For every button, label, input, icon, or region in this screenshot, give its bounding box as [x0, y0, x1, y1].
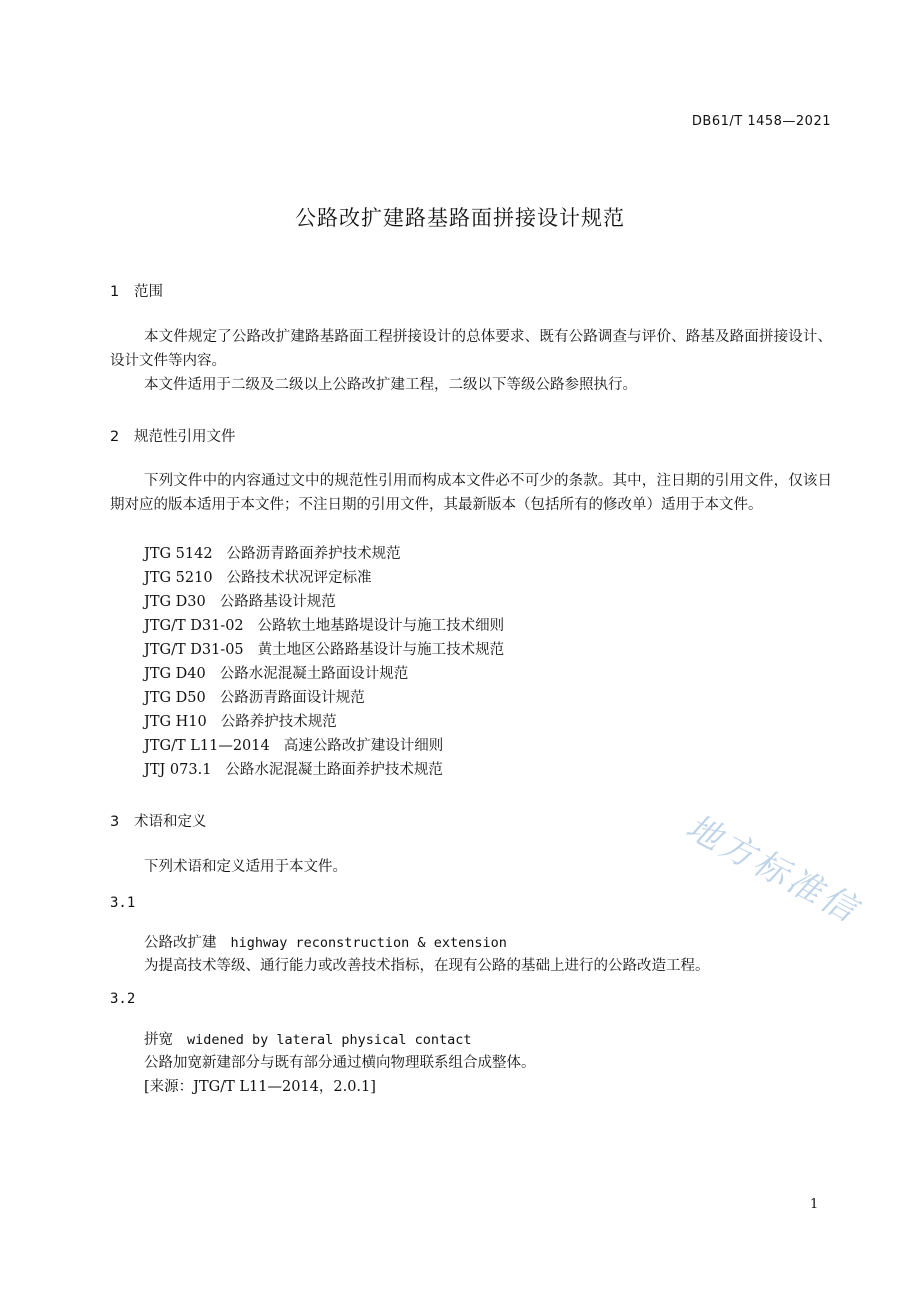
watermark: 地方标准信	[679, 807, 867, 932]
reference-code: JTG/T L11—2014	[144, 738, 270, 754]
term-number: 3.1	[110, 895, 136, 911]
reference-item	[144, 614, 504, 635]
term-entry	[144, 931, 507, 952]
term-definition: 公路加宽新建部分与既有部分通过横向物理联系组合成整体。	[144, 1055, 536, 1071]
reference-code: JTG D40	[144, 666, 206, 682]
standard-number: DB61/T 1458—2021	[691, 114, 831, 129]
reference-code: JTG D50	[144, 690, 206, 706]
reference-item	[144, 758, 443, 779]
section-title: 术语和定义	[134, 814, 207, 830]
reference-item	[144, 566, 372, 587]
terms-intro: 下列术语和定义适用于本文件。	[144, 859, 347, 875]
term-number: 3.2	[110, 991, 136, 1007]
reference-name: 高速公路改扩建设计细则	[283, 738, 444, 754]
reference-item	[144, 590, 336, 611]
scope-paragraph-1: 本文件规定了公路改扩建路基路面工程拼接设计的总体要求、既有公路调查与评价、路基及路面拼接设计、设计文件等内容。	[110, 329, 832, 369]
reference-name: 公路技术状况评定标准	[226, 570, 372, 586]
term-en: highway reconstruction & extension	[230, 935, 507, 951]
section-title: 规范性引用文件	[134, 429, 236, 445]
reference-name: 公路养护技术规范	[220, 714, 337, 730]
reference-code: JTG 5210	[144, 570, 213, 586]
reference-code: JTJ 073.1	[144, 762, 212, 778]
reference-code: JTG D30	[144, 594, 206, 610]
reference-name: 公路水泥混凝土路面设计规范	[219, 666, 409, 682]
reference-code: JTG 5142	[144, 546, 213, 562]
section-number: 2	[110, 429, 120, 445]
reference-name: 公路水泥混凝土路面养护技术规范	[225, 762, 443, 778]
reference-item	[144, 734, 443, 755]
reference-name: 公路沥青路面养护技术规范	[226, 546, 401, 562]
section-number: 3	[110, 814, 120, 830]
reference-code: JTG H10	[144, 714, 207, 730]
reference-name: 公路软土地基路堤设计与施工技术细则	[257, 618, 505, 634]
reference-name: 黄土地区公路路基设计与施工技术规范	[257, 642, 505, 658]
term-en: widened by lateral physical contact	[187, 1032, 472, 1048]
reference-name: 公路沥青路面设计规范	[219, 690, 365, 706]
references-intro: 下列文件中的内容通过文中的规范性引用而构成本文件必不可少的条款。其中，注日期的引用文件，仅该日期对应的版本适用于本文件；不注日期的引用文件，其最新版本（包括所有的修改单）适用于本文件。	[110, 473, 832, 513]
term-source: [来源：JTG/T L11—2014，2.0.1]	[144, 1079, 376, 1095]
page-number: 1	[810, 1197, 819, 1212]
reference-item	[144, 710, 337, 731]
term-entry	[144, 1028, 471, 1049]
section-heading-terms	[110, 810, 207, 831]
term-zh: 拼宽	[144, 1032, 173, 1048]
scope-paragraph-2: 本文件适用于二级及二级以上公路改扩建工程，二级以下等级公路参照执行。	[144, 377, 637, 393]
document-title: 公路改扩建路基路面拼接设计规范	[295, 206, 625, 230]
reference-code: JTG/T D31-05	[144, 642, 244, 658]
section-heading-references	[110, 425, 236, 446]
reference-item	[144, 638, 504, 659]
section-title: 范围	[134, 284, 163, 300]
term-definition: 为提高技术等级、通行能力或改善技术指标，在现有公路的基础上进行的公路改造工程。	[144, 958, 710, 974]
section-heading-scope	[110, 280, 163, 301]
reference-item	[144, 542, 401, 563]
reference-name: 公路路基设计规范	[219, 594, 336, 610]
reference-code: JTG/T D31-02	[144, 618, 244, 634]
reference-item	[144, 686, 365, 707]
reference-item	[144, 662, 408, 683]
section-number: 1	[110, 284, 120, 300]
term-zh: 公路改扩建	[144, 935, 217, 951]
